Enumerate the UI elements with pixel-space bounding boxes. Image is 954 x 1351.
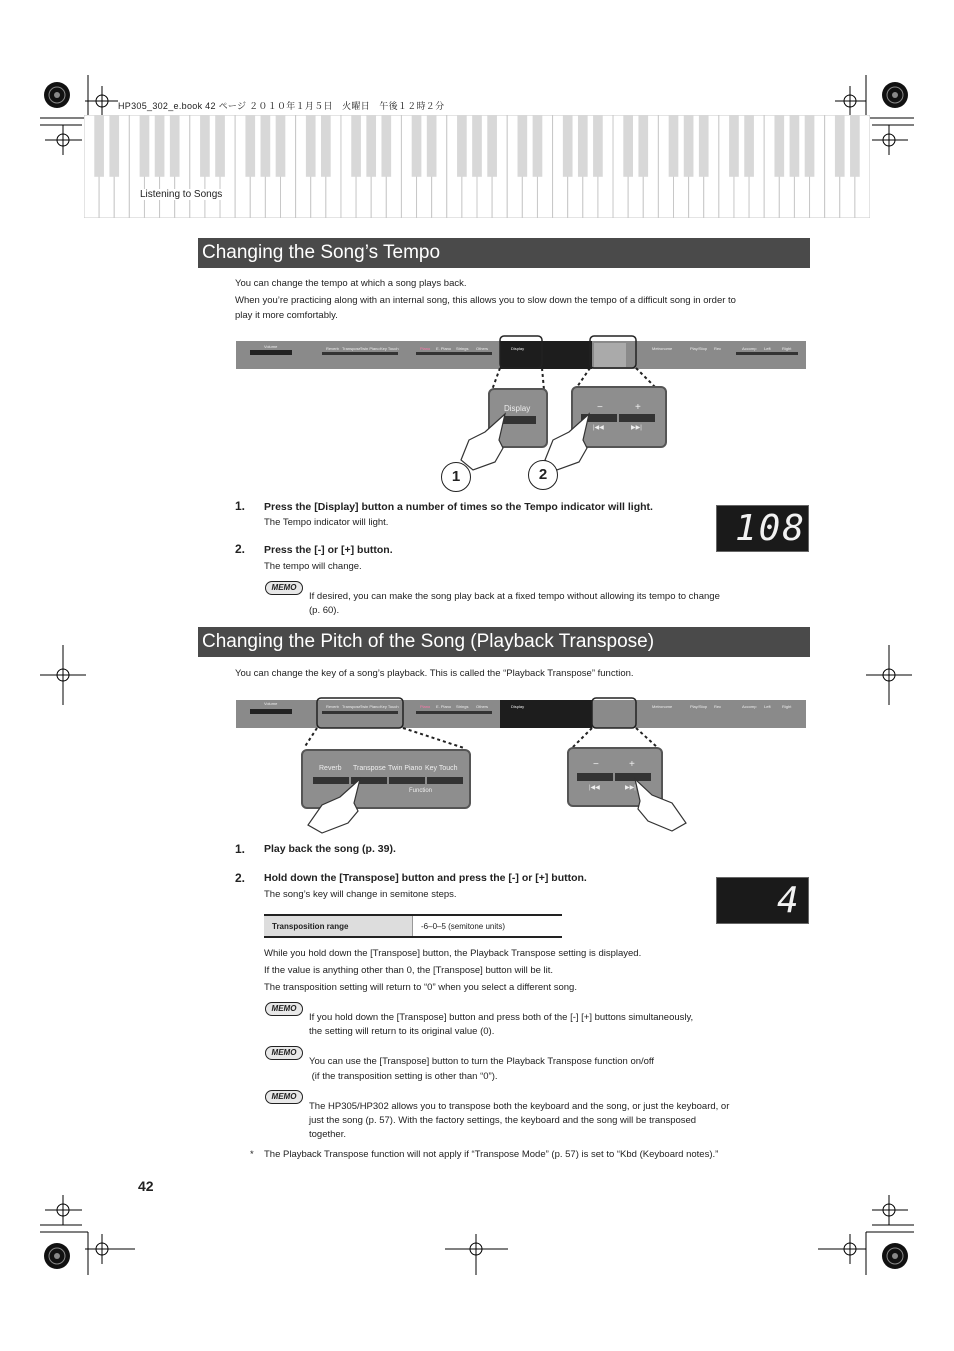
- tempo-intro-1: You can change the tempo at which a song plays back.: [235, 278, 467, 289]
- black-key: [276, 115, 286, 177]
- transpose-memo-1b: the setting will return to its original value (0).: [309, 1026, 495, 1037]
- transpose-memo-3b: just the song (p. 57). With the factory settings, the keyboard and the song will be transposed: [309, 1115, 697, 1126]
- transpose-step-1-number: 1.: [235, 842, 246, 856]
- black-key: [669, 115, 679, 177]
- black-key: [215, 115, 225, 177]
- book-info: HP305_302_e.book 42 ページ ２０１０年１月５日 火曜日 午後１２時２分: [118, 101, 445, 111]
- tempo-step-1-sub: The Tempo indicator will light.: [264, 517, 389, 528]
- transpose-plusminus-zoom: − + |◀◀ ▶▶|: [567, 747, 663, 807]
- black-key: [321, 115, 331, 177]
- black-key: [472, 115, 482, 177]
- zoom-leaders: [480, 334, 670, 394]
- control-panel-strip: Volume Reverb Transpose Twin Piano Key Touch Piano E. Piano Strings Others Display Metronome Play/Stop Rec Accomp Left Right: [236, 341, 806, 369]
- black-key: [593, 115, 603, 177]
- transpose-para-1: While you hold down the [Transpose] button, the Playback Transpose setting is displayed.: [264, 948, 642, 959]
- black-key: [729, 115, 739, 177]
- transpose-memo-1a: If you hold down the [Transpose] button and press both of the [-] [+] buttons simultaneously,: [309, 1012, 694, 1023]
- black-key: [366, 115, 376, 177]
- black-key: [412, 115, 422, 177]
- black-key: [623, 115, 633, 177]
- black-key: [351, 115, 361, 177]
- section-title-transpose: Changing the Pitch of the Song (Playback Transpose): [198, 627, 810, 657]
- memo-badge-3: MEMO: [265, 1090, 303, 1104]
- range-label: Transposition range: [264, 915, 413, 937]
- black-key: [170, 115, 180, 177]
- black-key: [638, 115, 648, 177]
- transpose-led-display: 4: [716, 877, 809, 924]
- transpose-para-3: The transposition setting will return to “0” when you select a different song.: [264, 982, 577, 993]
- black-key: [200, 115, 210, 177]
- section-label: Listening to Songs: [140, 189, 223, 200]
- callout-1: 1: [441, 462, 471, 492]
- transpose-note: The Playback Transpose function will not apply if “Transpose Mode” (p. 57) is set to “Kbd (Keyboard notes).”: [264, 1149, 719, 1160]
- black-key: [790, 115, 800, 177]
- transpose-memo-2b: (if the transposition setting is other than “0”).: [309, 1071, 498, 1082]
- black-key: [245, 115, 255, 177]
- black-key: [563, 115, 573, 177]
- transpose-intro: You can change the key of a song’s playback. This is called the “Playback Transpose” function.: [235, 668, 634, 679]
- page-number: 42: [138, 1178, 154, 1194]
- black-key: [774, 115, 784, 177]
- black-key: [850, 115, 860, 177]
- tempo-buttons-zoom: − + |◀◀ ▶▶|: [571, 386, 667, 448]
- transposition-range-table: [264, 914, 562, 938]
- black-key: [261, 115, 271, 177]
- note-asterisk: *: [250, 1149, 254, 1160]
- black-key: [427, 115, 437, 177]
- black-key: [306, 115, 316, 177]
- section-title-tempo: Changing the Song’s Tempo: [198, 238, 810, 268]
- tempo-memo-b: (p. 60).: [309, 605, 340, 616]
- callout-2: 2: [528, 460, 558, 490]
- tempo-step-2: Press the [-] or [+] button.: [264, 544, 393, 556]
- transpose-para-2: If the value is anything other than 0, the [Transpose] button will be lit.: [264, 965, 554, 976]
- black-key: [805, 115, 815, 177]
- transpose-memo-2a: You can use the [Transpose] button to turn the Playback Transpose function on/off: [309, 1056, 655, 1067]
- transpose-step-2-sub: The song’s key will change in semitone steps.: [264, 889, 457, 900]
- range-value: -6–0–5 (semitone units): [413, 915, 563, 937]
- black-key: [109, 115, 119, 177]
- black-key: [744, 115, 754, 177]
- tempo-intro-2b: play it more comfortably.: [235, 310, 338, 321]
- black-key: [381, 115, 391, 177]
- black-key: [578, 115, 588, 177]
- memo-badge: MEMO: [265, 581, 303, 595]
- transpose-memo-3c: together.: [309, 1129, 346, 1140]
- memo-badge-2: MEMO: [265, 1046, 303, 1060]
- tempo-step-1: Press the [Display] button a number of times so the Tempo indicator will light.: [264, 501, 653, 513]
- black-key: [835, 115, 845, 177]
- tempo-step-2-sub: The tempo will change.: [264, 561, 362, 572]
- volume-slider: [250, 350, 292, 355]
- tempo-led-display: 108: [716, 505, 809, 552]
- plus-button[interactable]: [619, 414, 655, 422]
- black-key: [94, 115, 104, 177]
- keyboard-header-graphic: [84, 115, 870, 218]
- transpose-buttons-zoom: Reverb Transpose Twin Piano Key Touch Function: [301, 749, 471, 809]
- transpose-step-2-number: 2.: [235, 871, 246, 885]
- memo-badge-1: MEMO: [265, 1002, 303, 1016]
- tempo-step-2-number: 2.: [235, 542, 246, 556]
- tempo-memo-a: If desired, you can make the song play back at a fixed tempo without allowing its tempo to change: [309, 591, 720, 602]
- transpose-memo-3a: The HP305/HP302 allows you to transpose both the keyboard and the song, or just the keyboard, or: [309, 1101, 730, 1112]
- black-key: [457, 115, 467, 177]
- black-key: [684, 115, 694, 177]
- hand-illustrations-2: [300, 775, 700, 835]
- transpose-step-1: Play back the song (p. 39).: [264, 843, 396, 855]
- tempo-intro-2a: When you’re practicing along with an internal song, this allows you to slow down the tempo of a difficult song in order to: [235, 295, 736, 306]
- black-key: [487, 115, 497, 177]
- black-key: [518, 115, 528, 177]
- black-key: [140, 115, 150, 177]
- tempo-step-1-number: 1.: [235, 499, 246, 513]
- display-button-zoom: Display: [488, 388, 548, 448]
- control-panel-strip-2: Volume Reverb Transpose Twin Piano Key Touch Piano E. Piano Strings Others Display Metronome Play/Stop Rec Accomp Left Right: [236, 700, 806, 728]
- hand-illustrations: [455, 410, 595, 474]
- black-key: [155, 115, 165, 177]
- transpose-step-2: Hold down the [Transpose] button and press the [-] or [+] button.: [264, 872, 587, 884]
- black-key: [699, 115, 709, 177]
- black-key: [533, 115, 543, 177]
